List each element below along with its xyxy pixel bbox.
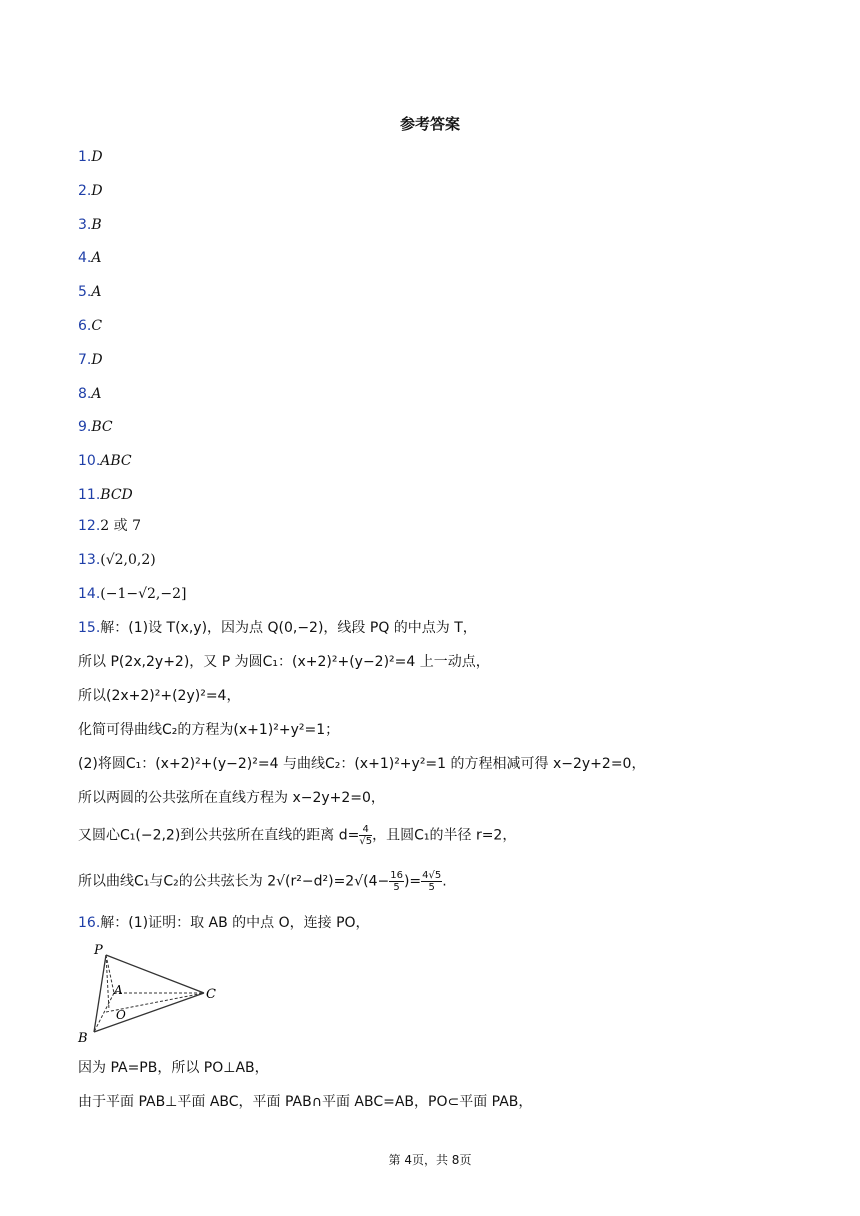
answer-row [78,248,101,268]
answer-row [78,282,101,302]
answer-text: D [91,352,103,368]
answer-number: 3. [78,217,92,233]
solution-text: 所以曲线C₁与C₂的公共弦长为 2√(r²−d²)=2√(4− [78,873,390,890]
answer-row [78,181,103,201]
answer-row [78,350,103,370]
pyramid-diagram [76,938,226,1048]
answer-number: 4. [78,250,92,266]
answer-text: (−1−√2,−2] [100,586,187,602]
answer-number: 15. [78,620,101,636]
q15-line-4: 化简可得曲线C₂的方程为(x+1)²+y²=1； [78,722,340,738]
answer-number: 6. [78,318,92,334]
answer-14 [78,584,186,604]
answer-row [78,417,113,437]
page-title: 参考答案 [399,115,460,133]
answer-text: ABC [100,453,132,469]
answer-number: 8. [78,386,92,402]
answer-row [78,215,102,235]
answer-number: 16. [78,915,101,931]
page-footer: 第 4页，共 8页 [388,1153,472,1167]
q15-line-7 [78,824,516,847]
answer-number: 5. [78,284,92,300]
answer-number: 12. [78,518,101,534]
q16-line-2: 因为 PA=PB，所以 PO⊥AB， [78,1060,269,1076]
solution-text: 又圆心C₁(−2,2)到公共弦所在直线的距离 d= [78,827,360,844]
q15-line-1 [78,618,477,638]
fraction-16-5 [389,870,404,893]
fraction-result [421,870,442,893]
q16-line-1 [78,913,370,933]
fraction-d [359,824,372,847]
q16-line-3: 由于平面 PAB⊥平面 ABC，平面 PAB∩平面 ABC=AB，PO⊂平面 PAB， [78,1094,533,1110]
answer-text: D [91,149,103,165]
solution-text: )= [403,873,422,890]
answer-text: BCD [100,487,133,503]
fraction-denominator: 5 [393,882,400,893]
answer-number: 2. [78,183,92,199]
q15-line-6: 所以两圆的公共弦所在直线方程为 x−2y+2=0， [78,790,385,806]
label-o: O [116,1008,126,1022]
answer-row [78,485,133,505]
q15-line-2: 所以 P(2x,2y+2)，又 P 为圆C₁：(x+2)²+(y−2)²=4 上一动点， [78,654,490,670]
fraction-denominator: √5 [359,836,373,847]
answer-number: 13. [78,552,101,568]
fraction-numerator: 4√5 [422,870,442,881]
answer-number: 14. [78,586,101,602]
answer-text: D [91,183,103,199]
answer-row [78,451,132,471]
answer-text: A [91,386,102,402]
answer-number: 7. [78,352,92,368]
solution-text: 解：(1)设 T(x,y)，因为点 Q(0,−2)，线段 PQ 的中点为 T， [100,620,477,636]
solution-text: 解：(1)证明：取 AB 的中点 O，连接 PO， [100,915,370,931]
answer-row [78,147,103,167]
answer-number: 10. [78,453,101,469]
q15-line-5: (2)将圆C₁：(x+2)²+(y−2)²=4 与曲线C₂：(x+1)²+y²=1 的方程相减可得 x−2y+2=0， [78,756,646,772]
answer-text: B [91,217,102,233]
answer-row [78,316,102,336]
solution-text: . [442,873,447,890]
fraction-denominator: 5 [428,882,435,893]
answer-13 [78,550,156,570]
fraction-numerator: 4 [359,824,372,836]
label-a: A [114,983,123,997]
q15-line-3: 所以(2x+2)²+(2y)²=4， [78,688,241,704]
answer-number: 9. [78,419,92,435]
answer-text: (√2,0,2) [100,552,156,568]
answer-text: 2 或 7 [100,518,141,534]
answer-number: 1. [78,149,92,165]
answer-text: A [91,284,102,300]
answer-number: 11. [78,487,101,503]
answer-12 [78,516,141,536]
solution-text: ，且圆C₁的半径 r=2， [372,827,517,844]
answer-text: C [91,318,103,334]
answer-text: BC [91,419,113,435]
answer-text: A [91,250,102,266]
answer-row [78,384,101,404]
q15-line-8 [78,870,447,893]
label-p: P [94,943,103,958]
edge-pa [106,955,114,993]
edge-po [106,955,109,1010]
fraction-numerator: 16 [390,870,403,881]
label-b: B [78,1031,88,1046]
label-c: C [206,987,216,1002]
